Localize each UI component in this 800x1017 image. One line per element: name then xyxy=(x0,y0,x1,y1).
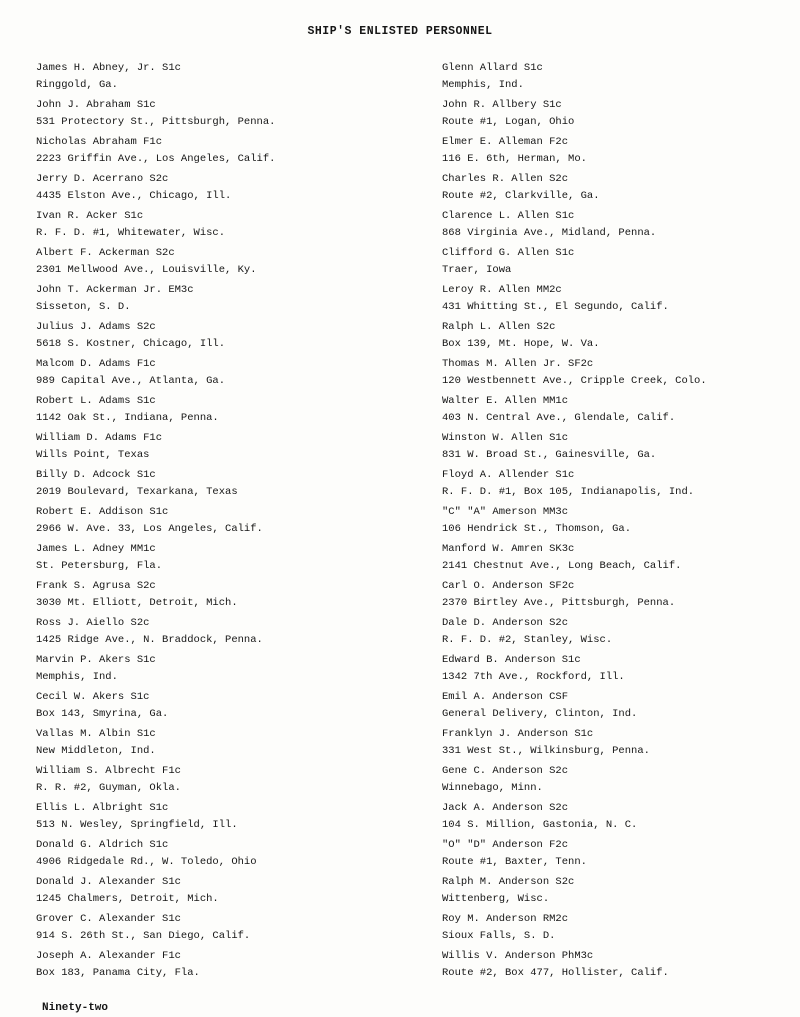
personnel-name: Elmer E. Alleman F2c xyxy=(442,136,569,148)
personnel-address: 2370 Birtley Ave., Pittsburgh, Penna. xyxy=(442,596,676,609)
personnel-name: Glenn Allard S1c xyxy=(442,62,543,74)
personnel-entry xyxy=(36,948,416,985)
personnel-entry xyxy=(36,763,416,800)
personnel-name: Jack A. Anderson S2c xyxy=(442,802,569,814)
personnel-address: 2966 W. Ave. 33, Los Angeles, Calif. xyxy=(36,522,263,535)
personnel-name: Malcom D. Adams F1c xyxy=(36,358,156,370)
personnel-address: 2301 Mellwood Ave., Louisville, Ky. xyxy=(36,263,257,276)
personnel-address: Sioux Falls, S. D. xyxy=(442,929,556,942)
personnel-name: Vallas M. Albin S1c xyxy=(36,728,156,740)
personnel-entry xyxy=(442,615,792,652)
personnel-name: Ralph L. Allen S2c xyxy=(442,321,556,333)
personnel-name: Robert L. Adams S1c xyxy=(36,395,156,407)
personnel-name: John R. Allbery S1c xyxy=(442,99,562,111)
personnel-entry xyxy=(36,837,416,874)
personnel-address: Wittenberg, Wisc. xyxy=(442,892,550,905)
personnel-address: 120 Westbennett Ave., Cripple Creek, Colo. xyxy=(442,374,707,387)
personnel-name: Julius J. Adams S2c xyxy=(36,321,156,333)
personnel-address: New Middleton, Ind. xyxy=(36,744,156,757)
personnel-name: Robert E. Addison S1c xyxy=(36,506,169,518)
personnel-address: R. F. D. #1, Box 105, Indianapolis, Ind. xyxy=(442,485,695,498)
personnel-address: Wills Point, Texas xyxy=(36,448,150,461)
personnel-name: Willis V. Anderson PhM3c xyxy=(442,950,594,962)
personnel-address: 868 Virginia Ave., Midland, Penna. xyxy=(442,226,657,239)
personnel-name: Clarence L. Allen S1c xyxy=(442,210,575,222)
personnel-address: 331 West St., Wilkinsburg, Penna. xyxy=(442,744,650,757)
personnel-address: 116 E. 6th, Herman, Mo. xyxy=(442,152,587,165)
personnel-address: 531 Protectory St., Pittsburgh, Penna. xyxy=(36,115,276,128)
personnel-entry xyxy=(442,356,792,393)
personnel-address: 2141 Chestnut Ave., Long Beach, Calif. xyxy=(442,559,682,572)
personnel-name: Franklyn J. Anderson S1c xyxy=(442,728,594,740)
personnel-entry xyxy=(36,60,416,97)
personnel-name: Carl O. Anderson SF2c xyxy=(442,580,575,592)
personnel-address: St. Petersburg, Fla. xyxy=(36,559,163,572)
personnel-name: Walter E. Allen MM1c xyxy=(442,395,569,407)
personnel-address: 5618 S. Kostner, Chicago, Ill. xyxy=(36,337,226,350)
personnel-address: Sisseton, S. D. xyxy=(36,300,131,313)
personnel-address: 431 Whitting St., El Segundo, Calif. xyxy=(442,300,669,313)
personnel-name: Dale D. Anderson S2c xyxy=(442,617,569,629)
personnel-entry xyxy=(442,282,792,319)
personnel-name: Gene C. Anderson S2c xyxy=(442,765,569,777)
personnel-entry xyxy=(442,393,792,430)
personnel-address: 3030 Mt. Elliott, Detroit, Mich. xyxy=(36,596,238,609)
personnel-entry xyxy=(442,541,792,578)
personnel-entry xyxy=(442,208,792,245)
personnel-address: 104 S. Million, Gastonia, N. C. xyxy=(442,818,638,831)
personnel-entry xyxy=(442,504,792,541)
personnel-entry xyxy=(36,356,416,393)
personnel-name: Ross J. Aiello S2c xyxy=(36,617,150,629)
personnel-address: 989 Capital Ave., Atlanta, Ga. xyxy=(36,374,226,387)
personnel-entry xyxy=(442,837,792,874)
personnel-entry xyxy=(442,171,792,208)
personnel-address: General Delivery, Clinton, Ind. xyxy=(442,707,638,720)
personnel-name: "C" "A" Amerson MM3c xyxy=(442,506,569,518)
personnel-address: 4906 Ridgedale Rd., W. Toledo, Ohio xyxy=(36,855,257,868)
personnel-name: Thomas M. Allen Jr. SF2c xyxy=(442,358,594,370)
personnel-name: Roy M. Anderson RM2c xyxy=(442,913,569,925)
personnel-address: 106 Hendrick St., Thomson, Ga. xyxy=(442,522,632,535)
personnel-address: 513 N. Wesley, Springfield, Ill. xyxy=(36,818,238,831)
personnel-name: Edward B. Anderson S1c xyxy=(442,654,581,666)
personnel-entry xyxy=(442,911,792,948)
personnel-address: 403 N. Central Ave., Glendale, Calif. xyxy=(442,411,676,424)
personnel-name: Donald J. Alexander S1c xyxy=(36,876,181,888)
personnel-address: Route #2, Box 477, Hollister, Calif. xyxy=(442,966,669,979)
personnel-entry xyxy=(442,652,792,689)
personnel-address: 1342 7th Ave., Rockford, Ill. xyxy=(442,670,625,683)
personnel-entry xyxy=(442,97,792,134)
personnel-name: Billy D. Adcock S1c xyxy=(36,469,156,481)
personnel-name: Marvin P. Akers S1c xyxy=(36,654,156,666)
personnel-address: Route #2, Clarkville, Ga. xyxy=(442,189,600,202)
left-personnel-column xyxy=(36,60,416,985)
personnel-address: R. R. #2, Guyman, Okla. xyxy=(36,781,181,794)
personnel-entry xyxy=(36,393,416,430)
personnel-entry xyxy=(442,726,792,763)
personnel-name: Albert F. Ackerman S2c xyxy=(36,247,175,259)
personnel-name: Emil A. Anderson CSF xyxy=(442,691,569,703)
personnel-name: Ivan R. Acker S1c xyxy=(36,210,144,222)
personnel-entry xyxy=(36,319,416,356)
personnel-name: James H. Abney, Jr. S1c xyxy=(36,62,181,74)
personnel-entry xyxy=(36,726,416,763)
personnel-entry xyxy=(36,430,416,467)
personnel-address: Ringgold, Ga. xyxy=(36,78,118,91)
page-number: Ninety-two xyxy=(42,1002,109,1014)
personnel-address: 2019 Boulevard, Texarkana, Texas xyxy=(36,485,238,498)
personnel-entry xyxy=(442,948,792,985)
personnel-entry xyxy=(442,60,792,97)
personnel-name: Charles R. Allen S2c xyxy=(442,173,569,185)
personnel-address: Box 183, Panama City, Fla. xyxy=(36,966,200,979)
personnel-name: Ralph M. Anderson S2c xyxy=(442,876,575,888)
page-title: SHIP'S ENLISTED PERSONNEL xyxy=(307,25,493,38)
personnel-address: R. F. D. #1, Whitewater, Wisc. xyxy=(36,226,226,239)
personnel-name: Leroy R. Allen MM2c xyxy=(442,284,562,296)
personnel-name: Jerry D. Acerrano S2c xyxy=(36,173,169,185)
personnel-address: 4435 Elston Ave., Chicago, Ill. xyxy=(36,189,232,202)
personnel-address: 914 S. 26th St., San Diego, Calif. xyxy=(36,929,251,942)
personnel-name: "O" "D" Anderson F2c xyxy=(442,839,569,851)
personnel-entry xyxy=(442,245,792,282)
personnel-address: 2223 Griffin Ave., Los Angeles, Calif. xyxy=(36,152,276,165)
personnel-name: John J. Abraham S1c xyxy=(36,99,156,111)
personnel-entry xyxy=(442,689,792,726)
personnel-address: 831 W. Broad St., Gainesville, Ga. xyxy=(442,448,657,461)
personnel-name: William D. Adams F1c xyxy=(36,432,163,444)
personnel-name: Manford W. Amren SK3c xyxy=(442,543,575,555)
personnel-entry xyxy=(442,319,792,356)
personnel-name: Nicholas Abraham F1c xyxy=(36,136,163,148)
personnel-entry xyxy=(36,467,416,504)
personnel-name: John T. Ackerman Jr. EM3c xyxy=(36,284,194,296)
personnel-entry xyxy=(36,541,416,578)
personnel-entry xyxy=(36,652,416,689)
personnel-name: Donald G. Aldrich S1c xyxy=(36,839,169,851)
personnel-address: 1142 Oak St., Indiana, Penna. xyxy=(36,411,219,424)
right-personnel-column xyxy=(442,60,792,985)
personnel-name: William S. Albrecht F1c xyxy=(36,765,181,777)
personnel-address: 1425 Ridge Ave., N. Braddock, Penna. xyxy=(36,633,263,646)
personnel-entry xyxy=(36,911,416,948)
personnel-entry xyxy=(36,134,416,171)
personnel-name: Ellis L. Albright S1c xyxy=(36,802,169,814)
personnel-entry xyxy=(36,800,416,837)
personnel-entry xyxy=(442,763,792,800)
personnel-name: Floyd A. Allender S1c xyxy=(442,469,575,481)
personnel-address: Box 139, Mt. Hope, W. Va. xyxy=(442,337,600,350)
personnel-entry xyxy=(442,430,792,467)
personnel-entry xyxy=(442,467,792,504)
personnel-name: Clifford G. Allen S1c xyxy=(442,247,575,259)
personnel-address: Route #1, Baxter, Tenn. xyxy=(442,855,587,868)
personnel-entry xyxy=(442,578,792,615)
personnel-entry xyxy=(36,615,416,652)
personnel-name: Frank S. Agrusa S2c xyxy=(36,580,156,592)
personnel-name: Joseph A. Alexander F1c xyxy=(36,950,181,962)
personnel-name: Cecil W. Akers S1c xyxy=(36,691,150,703)
personnel-entry xyxy=(36,578,416,615)
personnel-name: James L. Adney MM1c xyxy=(36,543,156,555)
personnel-entry xyxy=(442,800,792,837)
personnel-address: Memphis, Ind. xyxy=(442,78,524,91)
personnel-name: Winston W. Allen S1c xyxy=(442,432,569,444)
personnel-address: Memphis, Ind. xyxy=(36,670,118,683)
personnel-entry xyxy=(36,245,416,282)
personnel-name: Grover C. Alexander S1c xyxy=(36,913,181,925)
personnel-address: Route #1, Logan, Ohio xyxy=(442,115,575,128)
personnel-entry xyxy=(36,504,416,541)
personnel-entry xyxy=(36,282,416,319)
personnel-address: R. F. D. #2, Stanley, Wisc. xyxy=(442,633,613,646)
personnel-entry xyxy=(36,689,416,726)
personnel-address: Box 143, Smyrina, Ga. xyxy=(36,707,169,720)
personnel-address: Winnebago, Minn. xyxy=(442,781,543,794)
personnel-entry xyxy=(36,97,416,134)
personnel-entry xyxy=(36,171,416,208)
personnel-entry xyxy=(442,134,792,171)
personnel-address: Traer, Iowa xyxy=(442,263,512,276)
personnel-address: 1245 Chalmers, Detroit, Mich. xyxy=(36,892,219,905)
personnel-entry xyxy=(36,208,416,245)
personnel-entry xyxy=(442,874,792,911)
personnel-entry xyxy=(36,874,416,911)
